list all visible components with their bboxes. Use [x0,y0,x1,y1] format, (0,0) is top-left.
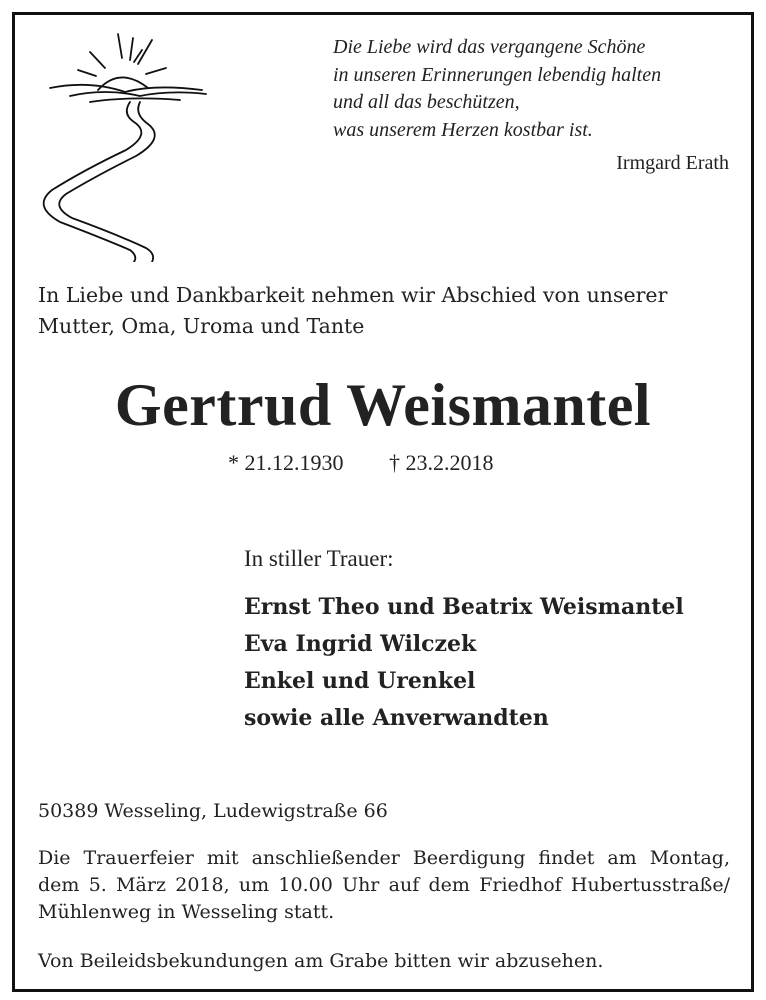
condolence-note: Von Beileidsbekundungen am Grabe bitten wir abzusehen. [38,950,604,972]
intro-text [38,280,738,342]
poem-line: und all das beschützen, [333,91,520,113]
funeral-line: Die Trauerfeier mit anschließender Beerdigung findet am Montag, [38,847,730,869]
intro-line: Mutter, Oma, Uroma und Tante [38,314,365,338]
birth-date: * 21.12.1930 [228,450,344,475]
mourner-name: Enkel und Urenkel [244,668,476,694]
death-date: † 23.2.2018 [389,450,494,475]
funeral-line: dem 5. März 2018, um 10.00 Uhr auf dem Friedhof Hubertusstraße/ [38,874,730,896]
poem-line: in unseren Erinnerungen lebendig halten [333,63,662,86]
mourner-name: Ernst Theo und Beatrix Weismantel [244,594,684,620]
deceased-name: Gertrud Weismantel [114,372,652,438]
poem [333,34,733,144]
life-dates [228,450,494,476]
funeral-line: Mühlenweg in Wesseling statt. [38,901,335,923]
poem-line: Die Liebe wird das vergangene Schöne [333,36,646,58]
poem-line: was unserem Herzen kostbar ist. [333,118,593,141]
mourner-name: sowie alle Anverwandten [244,705,549,731]
mourning-label: In stiller Trauer: [244,546,394,571]
intro-line: In Liebe und Dankbarkeit nehmen wir Abschied von unserer [38,283,668,307]
funeral-info [38,845,730,926]
mourners-list [244,589,684,737]
address: 50389 Wesseling, Ludewigstraße 66 [38,800,388,822]
poem-author: Irmgard Erath [616,152,729,174]
mourner-name: Eva Ingrid Wilczek [244,631,477,657]
sunrise-path-icon [30,30,220,262]
